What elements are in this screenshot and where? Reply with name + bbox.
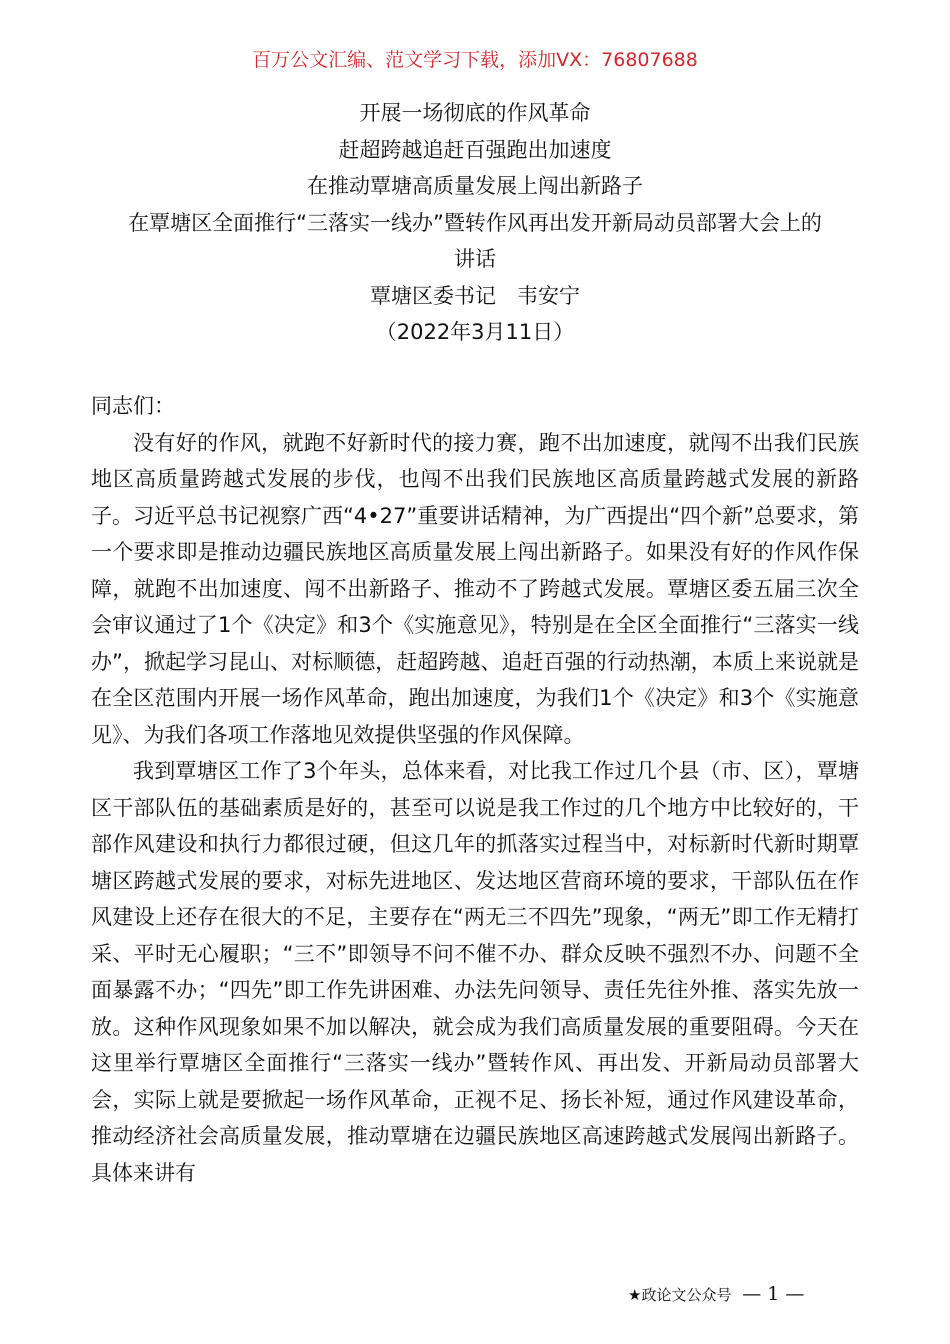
- title-block: [0, 95, 950, 351]
- occasion-line: 在覃塘区全面推行“三落实一线办”暨转作风再出发开新局动员部署大会上的: [128, 210, 822, 235]
- page-footer: [628, 1282, 804, 1307]
- paragraph: 我到覃塘区工作了3个年头，总体来看，对比我工作过几个县（市、区），覃塘区干部队伍的基础素质是好的，甚至可以说是我工作过的几个地方中比较好的，干部作风建设和执行力都很过硬，但这几年的抓落实过程当中，对标新时代新时期覃塘区跨越式发展的要求，对标先进地区、发达地区营商环境的要求，干部队伍在作风建设上还存在很大的不足，主要存在“两无三不四先”现象，“两无”即工作无精打采、平时无心履职；“三不”即领导不问不催不办、群众反映不强烈不办、问题不全面暴露不办；“四先”即工作先讲困难、办法先问领导、责任先往外推、落实先放一放。这种作风现象如果不加以解决，就会成为我们高质量发展的重要阻碍。今天在这里举行覃塘区全面推行“三落实一线办”暨转作风、再出发、开新局动员部署大会，实际上就是要掀起一场作风革命，正视不足、扬长补短，通过作风建设革命，推动经济社会高质量发展，推动覃塘在边疆民族地区高速跨越式发展闯出新路子。具体来讲有: [91, 759, 859, 1185]
- footer-source: ★政论文公众号: [628, 1286, 732, 1304]
- subtitle-1: 赶超跨越追赶百强跑出加速度: [338, 137, 612, 162]
- download-banner: 百万公文汇编、范文学习下载，添加VX：76807688: [252, 49, 698, 71]
- subtitle-2: 在推动覃塘高质量发展上闯出新路子: [307, 174, 643, 198]
- occasion-line-cont: 讲话: [454, 247, 496, 271]
- salutation: 同志们：: [91, 394, 175, 418]
- speech-date: （2022年3月11日）: [375, 320, 575, 344]
- speaker-line: 覃塘区委书记 韦安宁: [370, 283, 580, 308]
- page-number: — 1 —: [742, 1283, 805, 1305]
- speech-body: [91, 388, 859, 1191]
- paragraph: 没有好的作风，就跑不好新时代的接力赛，跑不出加速度，就闯不出我们民族地区高质量跨越式发展的步伐，也闯不出我们民族地区高质量跨越式发展的新路子。习近平总书记视察广西“4•27”重要讲话精神，为广西提出“四个新”总要求，第一个要求即是推动边疆民族地区高质量发展上闯出新路子。如果没有好的作风作保障，就跑不出加速度、闯不出新路子、推动不了跨越式发展。覃塘区委五届三次全会审议通过了1个《决定》和3个《实施意见》，特别是在全区全面推行“三落实一线办”，掀起学习昆山、对标顺德，赶超跨越、追赶百强的行动热潮，本质上来说就是在全区范围内开展一场作风革命，跑出加速度，为我们1个《决定》和3个《实施意见》、为我们各项工作落地见效提供坚强的作风保障。: [91, 430, 859, 747]
- main-title: 开展一场彻底的作风革命: [359, 101, 591, 125]
